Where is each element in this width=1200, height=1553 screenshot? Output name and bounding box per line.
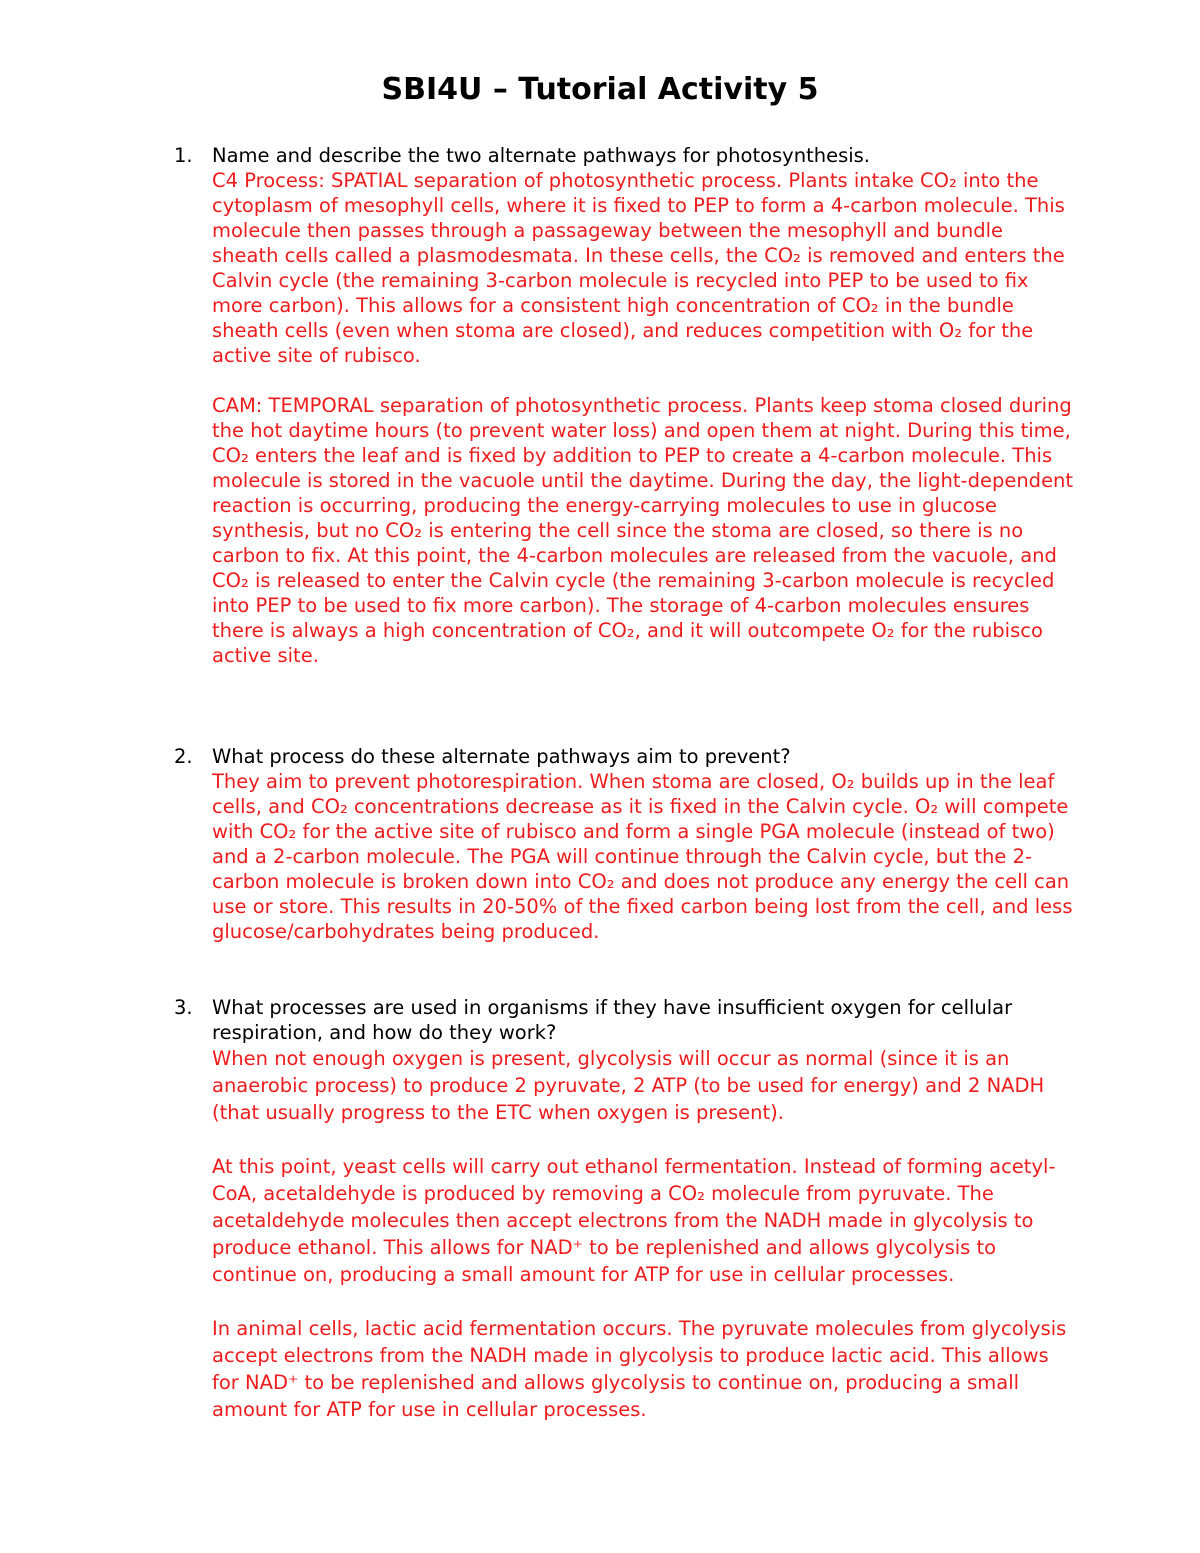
question-text: What processes are used in organisms if they have insufficient oxygen for cellular respiration, and how do they work?	[212, 996, 1013, 1044]
answer-paragraph-c4: C4 Process: SPATIAL separation of photosynthetic process. Plants intake CO₂ into the cytoplasm of mesophyll cells, where it is fixed to PEP to form a 4-carbon molecule. This molecule then passes through a passageway between the mesophyll and bundle sheath cells called a plasmodesmata. In these cells, the CO₂ is removed and enters the Calvin cycle (the remaining 3-carbon molecule is recycled into PEP to be used to fix more carbon). This allows for a consistent high concentration of CO₂ in the bundle sheath cells (even when stoma are closed), and reduces competition with O₂ for the active site of rubisco.	[212, 169, 1065, 367]
page-title: SBI4U – Tutorial Activity 5	[381, 72, 819, 107]
question-3	[174, 995, 1074, 1423]
question-number: 1.	[174, 144, 193, 167]
answer-block	[212, 168, 1074, 668]
answer-paragraph-photorespiration: They aim to prevent photorespiration. When stoma are closed, O₂ builds up in the leaf cells, and CO₂ concentrations decrease as it is fixed in the Calvin cycle. O₂ will compete with CO₂ for the active site of rubisco and form a single PGA molecule (instead of two) and a 2-carbon molecule. The PGA will continue through the Calvin cycle, but the 2-carbon molecule is broken down into CO₂ and does not produce any energy the cell can use or store. This results in 20-50% of the fixed carbon being lost from the cell, and less glucose/carbohydrates being produced.	[212, 770, 1073, 943]
answer-block	[212, 1045, 1074, 1423]
answer-paragraph-glycolysis: When not enough oxygen is present, glycolysis will occur as normal (since it is an anaerobic process) to produce 2 pyruvate, 2 ATP (to be used for energy) and 2 NADH (that usually progress to the ETC when oxygen is present).	[212, 1047, 1045, 1124]
answer-paragraph-lactic-acid-fermentation: In animal cells, lactic acid fermentation occurs. The pyruvate molecules from glycolysis accept electrons from the NADH made in glycolysis to produce lactic acid. This allows for NAD⁺ to be replenished and allows glycolysis to continue on, producing a small amount for ATP for use in cellular processes.	[212, 1317, 1067, 1421]
answer-paragraph-ethanol-fermentation: At this point, yeast cells will carry out ethanol fermentation. Instead of forming acetyl-CoA, acetaldehyde is produced by removing a CO₂ molecule from pyruvate. The acetaldehyde molecules then accept electrons from the NADH made in glycolysis to produce ethanol. This allows for NAD⁺ to be replenished and allows glycolysis to continue on, producing a small amount for ATP for use in cellular processes.	[212, 1155, 1056, 1286]
question-number: 2.	[174, 745, 193, 768]
answer-paragraph-cam: CAM: TEMPORAL separation of photosynthetic process. Plants keep stoma closed during the hot daytime hours (to prevent water loss) and open them at night. During this time, CO₂ enters the leaf and is fixed by addition to PEP to create a 4-carbon molecule. This molecule is stored in the vacuole until the daytime. During the day, the light-dependent reaction is occurring, producing the energy-carrying molecules to use in glucose synthesis, but no CO₂ is entering the cell since the stoma are closed, so there is no carbon to fix. At this point, the 4-carbon molecules are released from the vacuole, and CO₂ is released to enter the Calvin cycle (the remaining 3-carbon molecule is recycled into PEP to be used to fix more carbon). The storage of 4-carbon molecules ensures there is always a high concentration of CO₂, and it will outcompete O₂ for the rubisco active site.	[212, 394, 1074, 667]
question-text: What process do these alternate pathways aim to prevent?	[212, 745, 791, 768]
question-2	[174, 744, 1074, 944]
question-number: 3.	[174, 996, 193, 1019]
answer-block	[212, 769, 1074, 944]
question-text: Name and describe the two alternate pathways for photosynthesis.	[212, 144, 871, 167]
question-1	[174, 143, 1074, 668]
